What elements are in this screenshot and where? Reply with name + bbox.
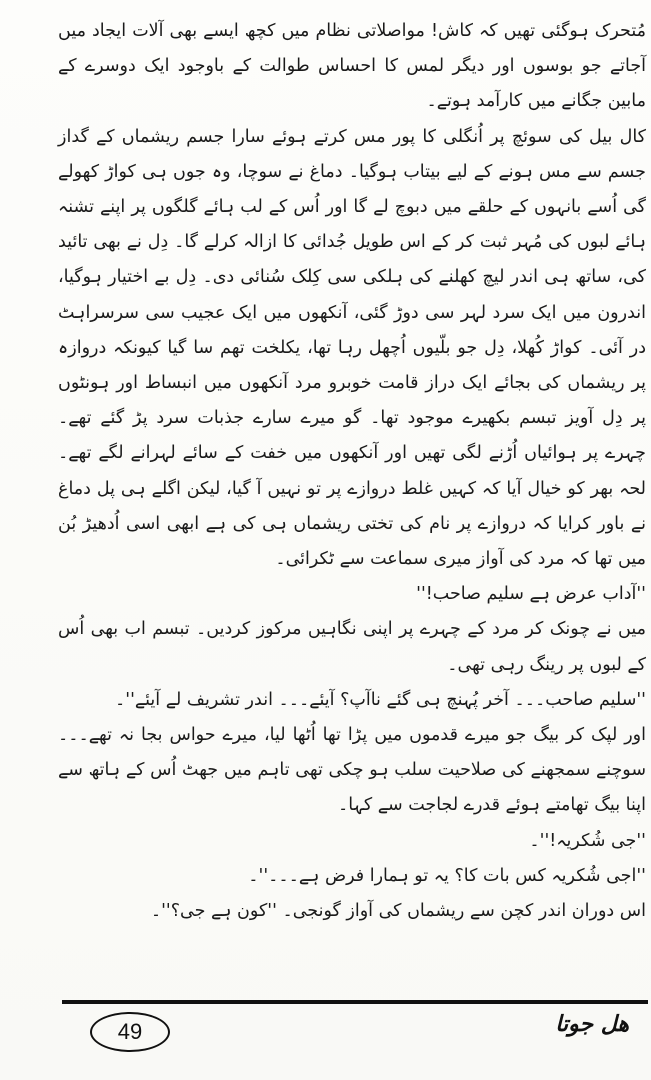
body-text — [58, 14, 646, 929]
footer-rule — [62, 1000, 648, 1004]
paragraph-4: میں نے چونک کر مرد کے چہرے پر اپنی نگاہیں مرکوز کردیں۔ تبسم اب بھی اُس کے لبوں پر رینگ رہی تھی۔ — [58, 619, 646, 675]
dialogue-reply: ''اجی شُکریہ کس بات کا؟ یہ تو ہمارا فرض ہے۔۔۔''۔ — [248, 865, 646, 886]
page-number: 49 — [90, 1012, 170, 1052]
dialogue-thanks: ''جی شُکریہ!''۔ — [529, 830, 646, 851]
paragraph-6: اور لپک کر بیگ جو میرے قدموں میں پڑا تھا اُٹھا لیا، میرے حواس بجا نہ تھے۔۔۔ سوچنے سمجھنے کی صلاحیت سلب ہو چکی تھی تاہم میں جھٹ اُس کے ہاتھ سے اپنا بیگ تھامتے ہوئے قدرے لجاجت سے کہا۔ — [58, 725, 646, 816]
running-title: ھل جوتا — [555, 1012, 629, 1037]
paragraph-1: مُتحرک ہوگئی تھیں کہ کاش! مواصلاتی نظام میں کچھ ایسے بھی آلات ایجاد میں آجاتے جو بوسوں اور دیگر لمس کا احساس طوالت کے باوجود ایک دوسرے کے مابین جگانے میں کارآمد ہوتے۔ — [58, 21, 646, 112]
dialogue-greeting: ''آداب عرض ہے سلیم صاحب!'' — [416, 584, 646, 605]
paragraph-9: اس دوران اندر کچن سے ریشماں کی آواز گونجی۔ ''کون ہے جی؟''۔ — [150, 901, 646, 922]
dialogue-welcome: ''سلیم صاحب۔۔۔ آخر پُہنچ ہی گئے ناآپ؟ آیئے۔۔۔ اندر تشریف لے آیئے''۔ — [115, 689, 646, 710]
paragraph-2: کال بیل کی سوئچ پر اُنگلی کا پور مس کرتے ہوئے سارا جسم ریشماں کے گداز جسم سے مس ہونے کے لیے بیتاب ہوگیا۔ دماغ نے سوچا، وہ جوں ہی کواڑ کھولے گی اُسے بانہوں کے حلقے میں دبوچ لے گا اور اُس کے لب ہائے گلگوں پر اپنے تشنہ ہائے لبوں کی مُہر ثبت کر کے اس طویل جُدائی کا ازالہ کرلے گا۔ دِل نے بھی تائید کی، ساتھ ہی اندر لیچ کھلنے کی ہلکی سی کِلک سُنائی دی۔ دِل بے اختیار ہوگیا، اندرون میں ایک سرد لہر سی دوڑ گئی، آنکھوں میں ایک عجیب سی سرسراہٹ در آئی۔ کواڑ کُھلا، دِل جو بلّیوں اُچھل رہا تھا، یکلخت تھم سا گیا کیونکہ دروازہ پر ریشماں کی بجائے ایک دراز قامت خوبرو مرد آنکھوں میں انبساط اور ہونٹوں پر دِل آویز تبسم بکھیرے موجود تھا۔ گو میرے سارے جذبات سرد پڑ گئے تھے۔ چہرے پر ہوائیاں اُڑنے لگی تھیں اور آنکھوں میں خفت کے سائے لہرانے لگے تھے۔ لحہ بھر کو خیال آیا کہ کہیں غلط دروازے پر تو نہیں آ گیا، لیکن اگلے ہی پل دماغ نے باور کرایا کہ دروازے پر نام کی تختی ریشماں ہی کی ہے ابھی اسی اُدھیڑ بُن میں تھا کہ مرد کی آواز میری سماعت سے ٹکرائی۔ — [58, 126, 646, 570]
